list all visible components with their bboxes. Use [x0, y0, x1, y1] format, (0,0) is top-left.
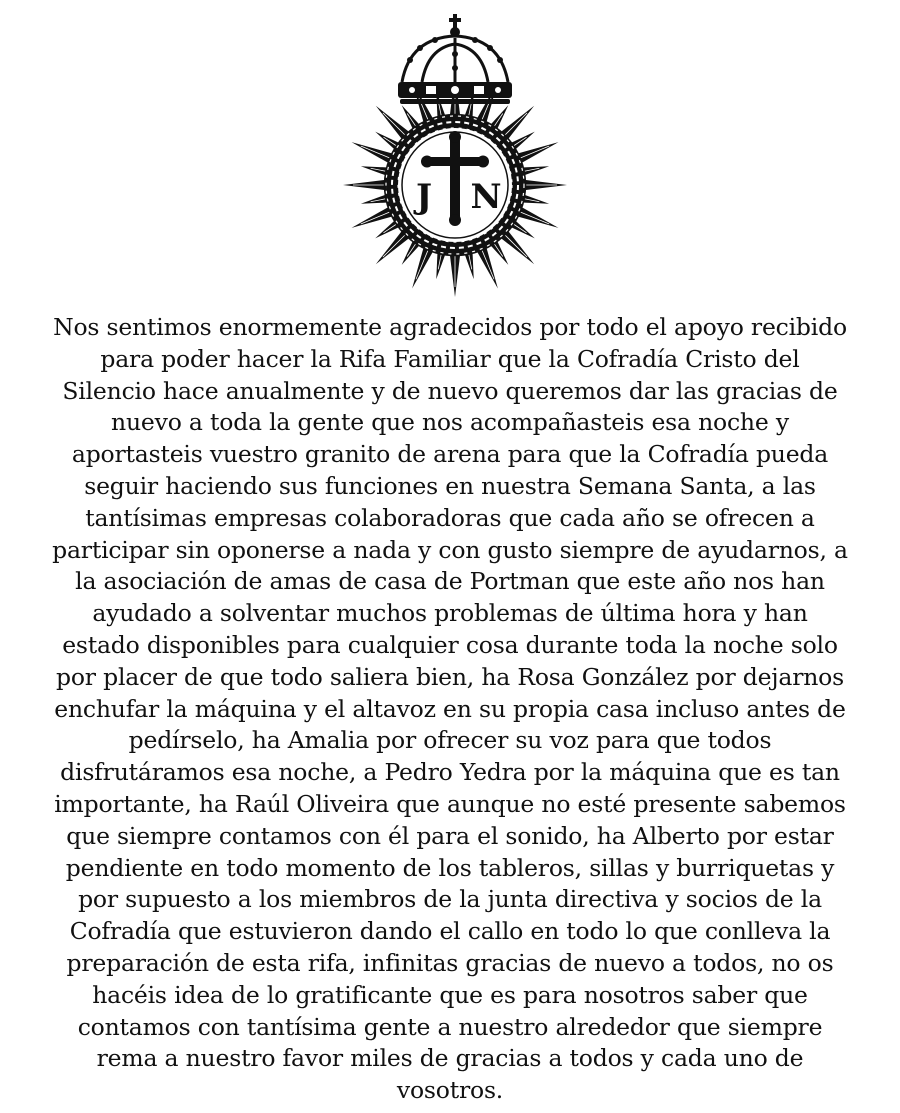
message-line: seguir haciendo sus funciones en nuestra Semana Santa, a las	[84, 471, 816, 500]
sunburst-ray-striation	[504, 234, 527, 257]
message-line: vosotros.	[396, 1076, 504, 1105]
sunburst-ray-striation	[383, 234, 406, 257]
message-line: por placer de que todo saliera bien, ha Rosa González por dejarnos	[56, 662, 844, 691]
message-line: Silencio hace anualmente y de nuevo queremos dar las gracias de	[62, 376, 838, 405]
crown-icon	[398, 14, 512, 104]
sunburst-ray-striation	[383, 113, 406, 136]
message-line: aportasteis vuestro granito de arena para que la Cofradía pueda	[71, 440, 829, 469]
message-line: contamos con tantísima gente a nuestro alrededor que siempre	[77, 1012, 823, 1041]
cofradia-emblem	[340, 10, 570, 300]
monogram-n: N	[470, 177, 502, 217]
message-line: tantísimas empresas colaboradoras que cada año se ofrecen a	[85, 503, 815, 532]
message-line: estado disponibles para cualquier cosa durante toda la noche solo	[62, 630, 838, 659]
message-line: hacéis idea de lo gratificante que es para nosotros saber que	[92, 980, 808, 1009]
message-line: preparación de esta rifa, infinitas gracias de nuevo a todos, no os	[66, 948, 834, 977]
monogram-j: J	[415, 177, 433, 217]
message-line: importante, ha Raúl Oliveira que aunque no esté presente sabemos	[54, 789, 846, 818]
message-line: Cofradía que estuvieron dando el callo en todo lo que conlleva la	[69, 917, 831, 946]
message-line: Nos sentimos enormemente agradecidos por todo el apoyo recibido	[53, 313, 847, 341]
message-line: pedírselo, ha Amalia por ofrecer su voz para que todos	[128, 726, 772, 755]
message-line: pendiente en todo momento de los tableros, sillas y burriquetas y	[65, 853, 835, 882]
message-line: disfrutáramos esa noche, a Pedro Yedra por la máquina que es tan	[60, 758, 840, 787]
message-line: por supuesto a los miembros de la junta directiva y socios de la	[78, 885, 822, 914]
sunburst-ray-striation	[504, 113, 527, 136]
message-line: que siempre contamos con él para el sonido, ha Alberto por estar	[66, 821, 834, 850]
message-line: ayudado a solventar muchos problemas de última hora y han	[92, 599, 808, 628]
message-line: nuevo a toda la gente que nos acompañasteis esa noche y	[111, 408, 789, 437]
message-line: la asociación de amas de casa de Portman que este año nos han	[75, 567, 825, 596]
message-line: para poder hacer la Rifa Familiar que la Cofradía Cristo del	[100, 344, 800, 373]
thank-you-message	[30, 312, 870, 1107]
message-line: rema a nuestro favor miles de gracias a todos y cada uno de	[96, 1044, 804, 1073]
message-line: enchufar la máquina y el altavoz en su propia casa incluso antes de	[54, 694, 846, 723]
message-line: participar sin oponerse a nada y con gusto siempre de ayudarnos, a	[52, 535, 848, 564]
